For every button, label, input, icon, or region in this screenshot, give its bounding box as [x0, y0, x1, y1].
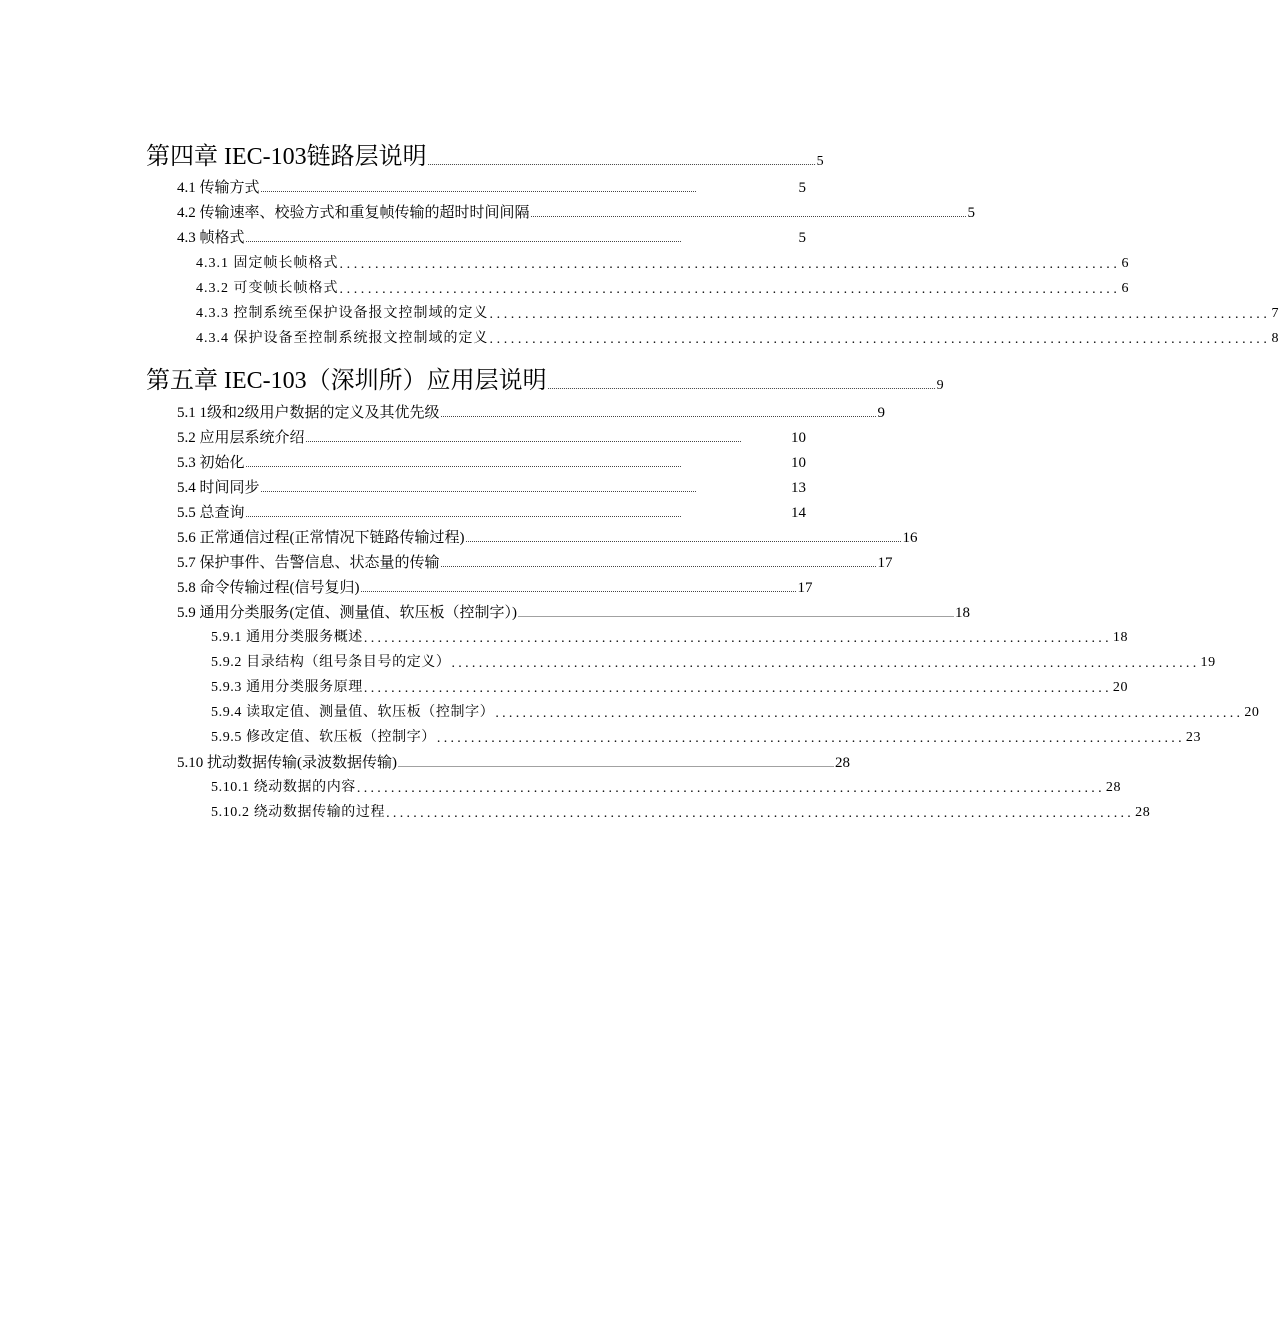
page-number: 5 [816, 154, 824, 169]
leader-dots: .............................................................................................................. [451, 656, 1200, 671]
subsection-title: 5.9.1 通用分类服务概述 [211, 630, 363, 645]
subsection-title: 4.3.4 保护设备至控制系统报文控制域的定义 [196, 331, 489, 346]
page-number: 28 [1135, 805, 1151, 820]
leader-dots: .......................................................................................................................................................................................................................... [398, 760, 834, 769]
page-number: 28 [835, 755, 850, 771]
leader-dots: .......................................................................................................................................................................................................................... [518, 610, 954, 619]
page-number: 17 [877, 555, 893, 571]
section-title: 5.3 初始化 [177, 455, 245, 471]
page-number: 5 [798, 230, 806, 246]
toc-subsection[interactable] [211, 776, 1122, 796]
toc-section[interactable] [177, 426, 806, 447]
leader-dots: .............................................................................................................. [436, 731, 1185, 746]
toc-subsection[interactable] [211, 651, 1216, 671]
leader-dots: .............................................................................................................. [489, 332, 1271, 347]
leader-dots: .......................................................................................................................................................................................................................... [245, 235, 682, 244]
leader-dots: .......................................................................................................................................................................................................................... [260, 485, 697, 494]
toc-subsection[interactable] [196, 277, 1130, 297]
subsection-title: 4.3.1 固定帧长帧格式 [196, 256, 339, 271]
subsection-title: 5.9.4 读取定值、测量值、软压板（控制字） [211, 705, 495, 720]
leader-dots: .......................................................................................................................................................................................................................... [530, 210, 967, 219]
page-number: 17 [797, 580, 813, 596]
leader-dots: .............................................................................................................. [363, 681, 1112, 696]
leader-dots: .............................................................................................................. [363, 631, 1112, 646]
section-title: 4.2 传输速率、校验方式和重复帧传输的超时时间间隔 [177, 205, 530, 221]
toc-chapter-5[interactable] [146, 360, 944, 395]
section-title: 5.8 命令传输过程(信号复归) [177, 580, 360, 596]
leader-dots: .............................................................................................................. [339, 282, 1121, 297]
toc-section[interactable] [177, 201, 976, 222]
chapter-title: 第五章 IEC-103（深圳所）应用层说明 [146, 368, 547, 394]
page-number: 9 [936, 378, 944, 393]
toc-section[interactable] [177, 576, 813, 597]
toc-subsection[interactable] [211, 626, 1129, 646]
toc-section[interactable] [177, 601, 970, 622]
toc-subsection[interactable] [211, 801, 1151, 821]
section-title: 5.7 保护事件、告警信息、状态量的传输 [177, 555, 440, 571]
toc-section[interactable] [177, 476, 806, 497]
toc-section[interactable] [177, 526, 918, 547]
toc-subsection[interactable] [196, 327, 1280, 347]
page-number: 6 [1121, 281, 1130, 296]
subsection-title: 4.3.2 可变帧长帧格式 [196, 281, 339, 296]
leader-dots: .............................................................................................................. [495, 706, 1244, 721]
section-title: 5.10 扰动数据传输(录波数据传输) [177, 755, 397, 771]
page-number: 16 [902, 530, 918, 546]
page-number: 5 [967, 205, 976, 221]
subsection-title: 5.10.2 绕动数据传输的过程 [211, 805, 386, 820]
leader-dots: .............................................................................................................. [386, 806, 1135, 821]
page-number: 10 [791, 455, 806, 471]
leader-dots: .......................................................................................................................................................................................................................... [465, 535, 902, 544]
page-number: 6 [1121, 256, 1130, 271]
toc-section[interactable] [177, 751, 850, 772]
toc-section[interactable] [177, 551, 893, 572]
toc-subsection[interactable] [196, 302, 1280, 322]
toc-subsection[interactable] [211, 726, 1202, 746]
leader-dots: .......................................................................................................................................................................................................................... [440, 560, 877, 569]
page-number: 19 [1200, 655, 1216, 670]
toc-chapter-4[interactable] [146, 136, 824, 171]
subsection-title: 4.3.3 控制系统至保护设备报文控制域的定义 [196, 306, 489, 321]
leader-dots: .................................................................................................................................................................................................. [547, 382, 936, 391]
section-title: 5.9 通用分类服务(定值、测量值、软压板（控制字）) [177, 605, 517, 621]
section-title: 5.2 应用层系统介绍 [177, 430, 305, 446]
toc-subsection[interactable] [211, 701, 1260, 721]
leader-dots: .......................................................................................................................................................................................................................... [245, 510, 682, 519]
page-number: 7 [1271, 306, 1280, 321]
leader-dots: .............................................................................................................. [356, 781, 1105, 796]
toc-section[interactable] [177, 451, 806, 472]
leader-dots: .......................................................................................................................................................................................................................... [440, 410, 877, 419]
toc-section[interactable] [177, 501, 806, 522]
leader-dots: .................................................................................................................................................................................................. [427, 158, 816, 167]
toc-subsection[interactable] [211, 676, 1129, 696]
page-number: 18 [1112, 630, 1129, 645]
page-number: 13 [791, 480, 806, 496]
leader-dots: .......................................................................................................................................................................................................................... [245, 460, 682, 469]
chapter-title: 第四章 IEC-103链路层说明 [146, 144, 427, 170]
subsection-title: 5.10.1 绕动数据的内容 [211, 780, 356, 795]
page-number: 9 [877, 405, 886, 421]
subsection-title: 5.9.5 修改定值、软压板（控制字） [211, 730, 436, 745]
section-title: 4.3 帧格式 [177, 230, 245, 246]
subsection-title: 5.9.3 通用分类服务原理 [211, 680, 363, 695]
page-number: 10 [791, 430, 806, 446]
leader-dots: .......................................................................................................................................................................................................................... [305, 435, 742, 444]
leader-dots: .............................................................................................................. [339, 257, 1121, 272]
page-number: 20 [1244, 705, 1260, 720]
toc-section[interactable] [177, 176, 806, 197]
section-title: 5.4 时间同步 [177, 480, 260, 496]
section-title: 4.1 传输方式 [177, 180, 260, 196]
subsection-title: 5.9.2 目录结构（组号条目号的定义） [211, 655, 451, 670]
page-number: 20 [1112, 680, 1129, 695]
page-number: 5 [798, 180, 806, 196]
toc-section[interactable] [177, 401, 886, 422]
toc-section[interactable] [177, 226, 806, 247]
toc-subsection[interactable] [196, 252, 1130, 272]
section-title: 5.5 总查询 [177, 505, 245, 521]
page-number: 28 [1105, 780, 1122, 795]
page-number: 18 [955, 605, 970, 621]
page-number: 14 [791, 505, 806, 521]
section-title: 5.6 正常通信过程(正常情况下链路传输过程) [177, 530, 465, 546]
leader-dots: .......................................................................................................................................................................................................................... [360, 585, 797, 594]
leader-dots: .......................................................................................................................................................................................................................... [260, 185, 697, 194]
page-number: 8 [1271, 331, 1280, 346]
page-number: 23 [1185, 730, 1202, 745]
section-title: 5.1 1级和2级用户数据的定义及其优先级 [177, 405, 440, 421]
leader-dots: .............................................................................................................. [489, 307, 1271, 322]
